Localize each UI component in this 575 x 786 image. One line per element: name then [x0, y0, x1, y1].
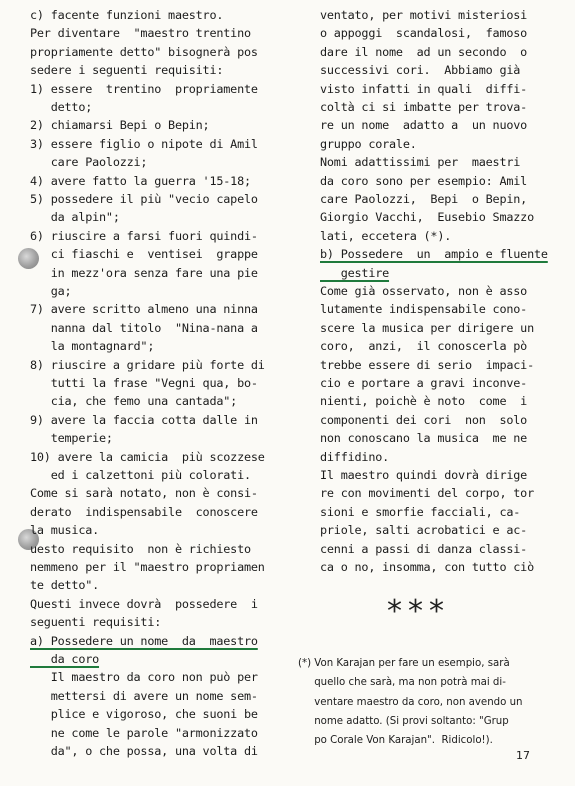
- text-line: 3) essere figlio o nipote di Amil: [30, 136, 258, 151]
- text-line: ed i calzettoni più colorati.: [30, 468, 251, 482]
- text-line: lutamente indispensabile cono-: [320, 302, 528, 317]
- text-line: successivi cori. Abbiamo già: [320, 63, 521, 78]
- text-line: care Paolozzi;: [30, 155, 148, 170]
- text-line: Il maestro quindi dovrà dirige: [320, 468, 528, 482]
- text-line: 2) chiamarsi Bepi o Bepin;: [30, 118, 210, 133]
- footnote-line: ventare maestro da coro, non avendo un: [298, 696, 523, 708]
- text-line: Questi invece dovrà possedere i: [30, 596, 258, 611]
- text-line: lati, eccetera (*).: [320, 228, 452, 243]
- text-line: non conoscano la musica me ne: [320, 431, 528, 446]
- text-line: da coro sono per esempio: Amil: [320, 173, 528, 188]
- text-line: re un nome adatto a un nuovo: [320, 118, 528, 133]
- text-line: ne come le parole "armonizzato: [30, 725, 258, 740]
- text-line: ca o no, insomma, con tutto ciò: [320, 560, 534, 574]
- section-separator: ***: [387, 594, 450, 629]
- text-line: da", o che possa, una volta di: [30, 744, 258, 758]
- footnote-line: quello che sarà, ma non potrà mai di-: [298, 677, 506, 689]
- text-line: 1) essere trentino propriamente: [30, 81, 258, 96]
- text-line: ventato, per motivi misteriosi: [320, 8, 528, 22]
- text-line: a) Possedere un nome da maestro: [30, 633, 258, 648]
- text-line: cenni a passi di danza classi-: [320, 541, 528, 556]
- text-line: diffidino.: [320, 449, 390, 464]
- text-line: trebbe essere di serio impaci-: [320, 357, 534, 372]
- text-line: o appoggi scandalosi, famoso: [320, 26, 528, 41]
- text-line: mettersi di avere un nome sem-: [30, 688, 258, 703]
- text-line: la montagnard";: [30, 339, 155, 354]
- text-line: temperie;: [30, 431, 113, 446]
- text-line: plice e vigoroso, che suoni be: [30, 707, 258, 722]
- text-line: 4) avere fatto la guerra '15-18;: [30, 173, 251, 188]
- text-line: gruppo corale.: [320, 136, 417, 151]
- text-line: b) Possedere un ampio e fluente: [320, 247, 548, 262]
- text-line: ci fiaschi e ventisei grappe: [30, 247, 258, 262]
- text-line: ga;: [30, 284, 72, 298]
- text-line: nanna dal titolo "Nina-nana a: [30, 320, 258, 335]
- text-line: Come si sarà notato, non è consi-: [30, 486, 258, 501]
- text-line: seguenti requisiti:: [30, 615, 162, 630]
- text-line: 7) avere scritto almeno una ninna: [30, 302, 258, 317]
- text-line: nemmeno per il "maestro propriamen: [30, 560, 265, 574]
- text-line: Come già osservato, non è asso: [320, 284, 528, 298]
- text-line: c) facente funzioni maestro.: [30, 8, 224, 22]
- text-line: 10) avere la camicia più scozzese: [30, 449, 265, 464]
- text-line: nienti, poichè è noto come i: [320, 394, 528, 409]
- footnote-line: po Corale Von Karajan". Ridicolo!).: [298, 735, 493, 747]
- text-line: scere la musica per dirigere un: [320, 320, 534, 335]
- text-line: da alpin";: [30, 210, 120, 225]
- text-line: priole, salti acrobatici e ac-: [320, 523, 528, 538]
- text-line: te detto".: [30, 578, 100, 593]
- text-line: uesto requisito non è richiesto: [30, 541, 251, 556]
- text-line: coro, anzi, il conoscerla pò: [320, 339, 528, 354]
- text-line: tutti la frase "Vegni qua, bo-: [30, 376, 258, 390]
- text-line: re con movimenti del corpo, tor: [320, 486, 534, 501]
- text-line: derato indispensabile conoscere: [30, 504, 258, 519]
- text-line: la musica.: [30, 523, 100, 538]
- text-line: Nomi adattissimi per maestri: [320, 155, 521, 170]
- text-line: in mezz'ora senza fare una pie: [30, 265, 258, 280]
- text-line: cio e portare a gravi inconve-: [320, 376, 528, 390]
- text-line: gestire: [320, 265, 390, 280]
- text-line: 9) avere la faccia cotta dalle in: [30, 412, 258, 427]
- text-line: componenti dei cori non solo: [320, 412, 528, 427]
- text-line: sioni e smorfie facciali, ca-: [320, 504, 521, 519]
- footnote-line: nome adatto. (Si provi soltanto: "Grup: [298, 715, 509, 727]
- text-line: Per diventare "maestro trentino: [30, 26, 251, 41]
- text-line: 8) riuscire a gridare più forte di: [30, 357, 265, 372]
- text-line: detto;: [30, 100, 93, 114]
- text-line: dare il nome ad un secondo o: [320, 44, 528, 59]
- page-number: 17: [516, 749, 530, 762]
- text-line: da coro: [30, 652, 100, 666]
- text-line: care Paolozzi, Bepi o Bepin,: [320, 192, 528, 206]
- text-line: 6) riuscire a farsi fuori quindi-: [30, 228, 258, 243]
- text-line: cia, che femo una cantada";: [30, 394, 238, 409]
- text-line: propriamente detto" bisognerà pos: [30, 44, 258, 59]
- text-line: sedere i seguenti requisiti:: [30, 63, 224, 78]
- text-line: visto infatti in quali diffi-: [320, 81, 528, 96]
- text-line: coltà ci si imbatte per trova-: [320, 100, 528, 114]
- text-line: Giorgio Vacchi, Eusebio Smazzo: [320, 210, 534, 225]
- footnote-line: (*) Von Karajan per fare un esempio, sarà: [298, 658, 510, 669]
- text-line: Il maestro da coro non può per: [30, 670, 258, 685]
- text-line: 5) possedere il più "vecio capelo: [30, 192, 258, 206]
